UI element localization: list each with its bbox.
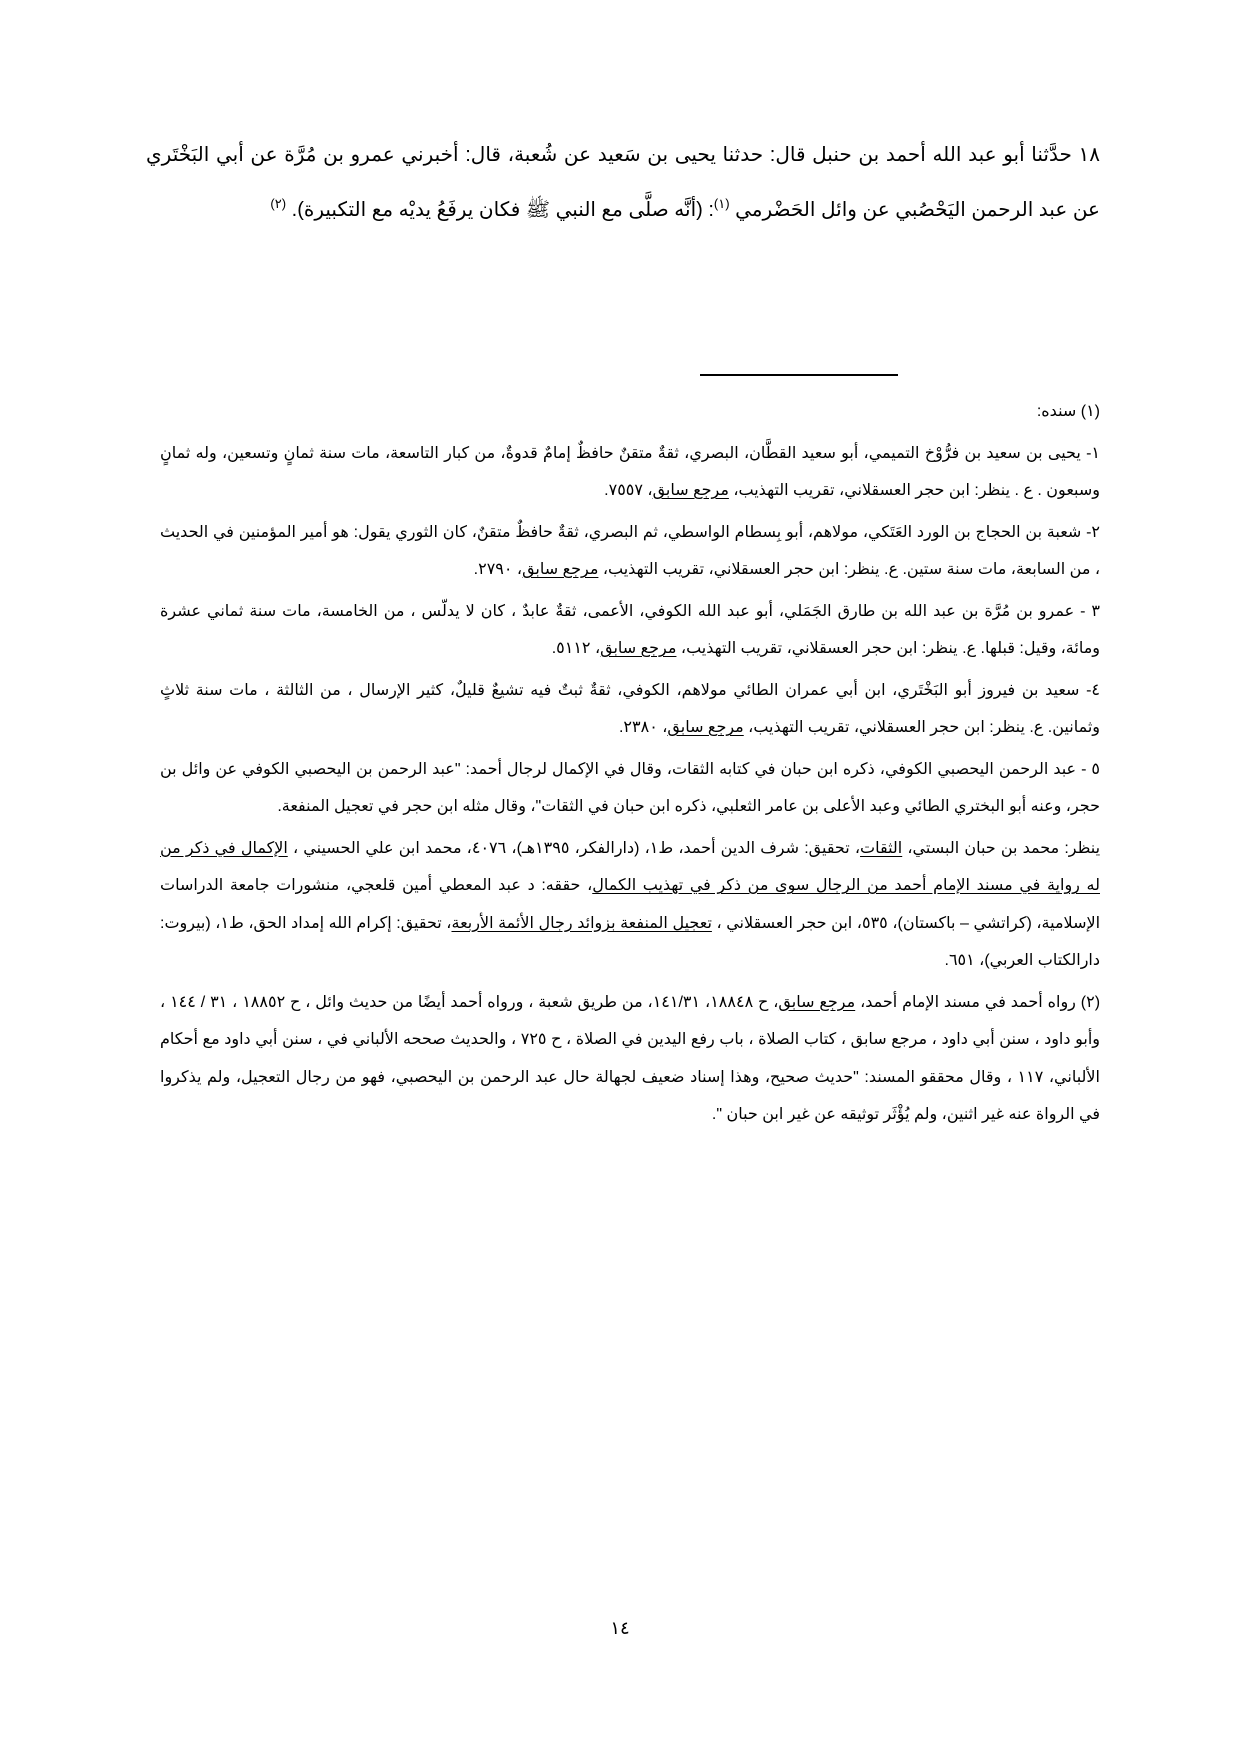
reference-title: مرجع سابق: [522, 561, 599, 578]
footnotes: [160, 393, 1100, 1138]
footnote-text: ، حققه: د عبد المعطي أمين قلعجي، منشورات جامعة الدراسات الإسلامية، (كراتشي – باكستان)، ٥٣٥، ابن حجر العسقلاني ،: [160, 877, 1101, 932]
reference-title: مرجع سابق: [600, 640, 677, 657]
footnote-text: ، ح ١٨٨٤٨، ١٤١/٣١، من طريق شعبة ، ورواه أحمد أيضًا من حديث وائل ، ح ١٨٨٥٢ ، ٣١ / ١٤٤ ، وأبو داود ، سنن أبي داود ، مرجع سابق ، كتاب الصلاة ، باب رفع اليدين في الصلاة ، ح ٧٢٥ ، والحديث صححه الألباني في ، سنن أبي داود مع أحكام الألباني، ١١٧ ، وقال محققو المسند: "حديث صحيح، وهذا إسناد ضعيف لجهالة حال عبد الرحمن بن اليحصبي، فهو من رجال التعجيل، ولم يذكروا في الرواة عنه غير اثنين، ولم يُؤْثَر توثيقه عن غير ابن حبان ".: [160, 993, 1100, 1123]
footnote-text: ، ٧٥٥٧.: [604, 482, 653, 499]
footnote-paragraph: [160, 393, 1100, 431]
footnote-text: ، تحقيق: إكرام الله إمداد الحق، ط١، (بيروت: دارالكتاب العربي)، ٦٥١.: [160, 914, 1100, 969]
footnote-paragraph: [160, 984, 1100, 1134]
footnote-paragraph: [160, 672, 1100, 747]
reference-title: الثقات: [860, 839, 903, 857]
footnote-paragraph: [160, 751, 1100, 826]
hadith-text-part2: : (أنَّه صلَّى مع النبي ﷺ فكان يرفَعُ يديْه مع التكبيرة).: [286, 199, 714, 221]
footnote-text: ، تحقيق: شرف الدين أحمد، ط١، (دارالفكر، ١٣٩٥هـ)، ٤٠٧٦، محمد ابن علي الحسيني ،: [287, 839, 861, 857]
footnote-text: ٤- سعيد بن فيروز أبو البَخْتَري، ابن أبي عمران الطائي مولاهم، الكوفي، ثقةٌ ثبتٌ فيه تشيعٌ قليلٌ، كثير الإرسال ، من الثالثة ، مات سنة ثلاثٍ وثمانين. ع. ينظر: ابن حجر العسقلاني، تقريب التهذيب،: [160, 681, 1100, 736]
hadith-text-part1: ١٨ حدَّثنا أبو عبد الله أحمد بن حنبل قال: حدثنا يحيى بن سَعيد عن شُعبة، قال: أخبرني عمرو بن مُرَّة عن أبي البَخْتَري عن عبد الرحمن اليَحْصُبي عن وائل الحَضْرمي: [146, 144, 1100, 221]
reference-title: الإكمال في ذكر من له رواية في مسند الإمام أحمد من الرجال سوى من ذكر في تهذيب الكمال: [160, 839, 1100, 894]
footnote-text: ، ٥١١٢.: [551, 640, 601, 657]
hadith-text: [146, 128, 1100, 238]
footnote-text: ٥ - عبد الرحمن اليحصبي الكوفي، ذكره ابن حبان في كتابه الثقات، وقال في الإكمال لرجال أحمد: "عبد الرحمن بن اليحصبي الكوفي عن وائل بن حجر، وعنه أبو البختري الطائي وعبد الأعلى بن عامر الثعلبي، ذكره ابن حبان في الثقات"، وقال مثله ابن حجر في تعجيل المنفعة.: [160, 760, 1100, 815]
footnote-paragraph: [160, 435, 1100, 510]
reference-title: مرجع سابق: [652, 482, 729, 499]
footnote-text: ٣ - عمرو بن مُرَّة بن عبد الله بن طارق الجَمَلي، أبو عبد الله الكوفي، الأعمى، ثقةٌ عابدٌ ، كان لا يدلّس ، من الخامسة، مات سنة ثماني عشرة ومائة، وقيل: قبلها. ع. ينظر: ابن حجر العسقلاني، تقريب التهذيب،: [160, 602, 1100, 657]
footnote-text: ، ٢٣٨٠.: [618, 719, 668, 736]
footnote-text: ٢- شعبة بن الحجاج بن الورد العَتَكي، مولاهم، أبو بِسطام الواسطي، ثم البصري، ثقةٌ حافظٌ متقنٌ، كان الثوري يقول: هو أمير المؤمنين في الحديث ، من السابعة، مات سنة ستين. ع. ينظر: ابن حجر العسقلاني، تقريب التهذيب،: [160, 523, 1100, 578]
footnote-separator: [700, 374, 898, 376]
reference-title: تعجيل المنفعة بزوائد رجال الأئمة الأربعة: [451, 914, 712, 932]
footnote-text: (١) سنده:: [1036, 403, 1100, 420]
footnote-text: ، ٢٧٩٠.: [473, 561, 523, 578]
footnote-text: ١- يحيى بن سعيد بن فرُّوْخ التميمي، أبو سعيد القطَّان، البصري، ثقةٌ متقنٌ حافظٌ إمامٌ قدوةٌ، من كبار التاسعة، مات سنة ثمانٍ وتسعين، وله ثمانٍ وسبعون . ع . ينظر: ابن حجر العسقلاني، تقريب التهذيب،: [160, 444, 1100, 499]
reference-title: مرجع سابق: [667, 719, 744, 736]
footnote-text: ينظر: محمد بن حبان البستي،: [902, 839, 1101, 857]
footnote-paragraph: [160, 514, 1100, 589]
footnote-paragraph: [160, 593, 1100, 668]
page-number: ١٤: [610, 1618, 630, 1638]
footnote-paragraph: [160, 830, 1100, 980]
footnote-text: (٢) رواه أحمد في مسند الإمام أحمد،: [855, 993, 1101, 1011]
footnote-ref-2[interactable]: (٢): [270, 196, 287, 211]
reference-title: مرجع سابق: [778, 993, 856, 1011]
footnote-ref-1[interactable]: (١): [713, 196, 730, 211]
